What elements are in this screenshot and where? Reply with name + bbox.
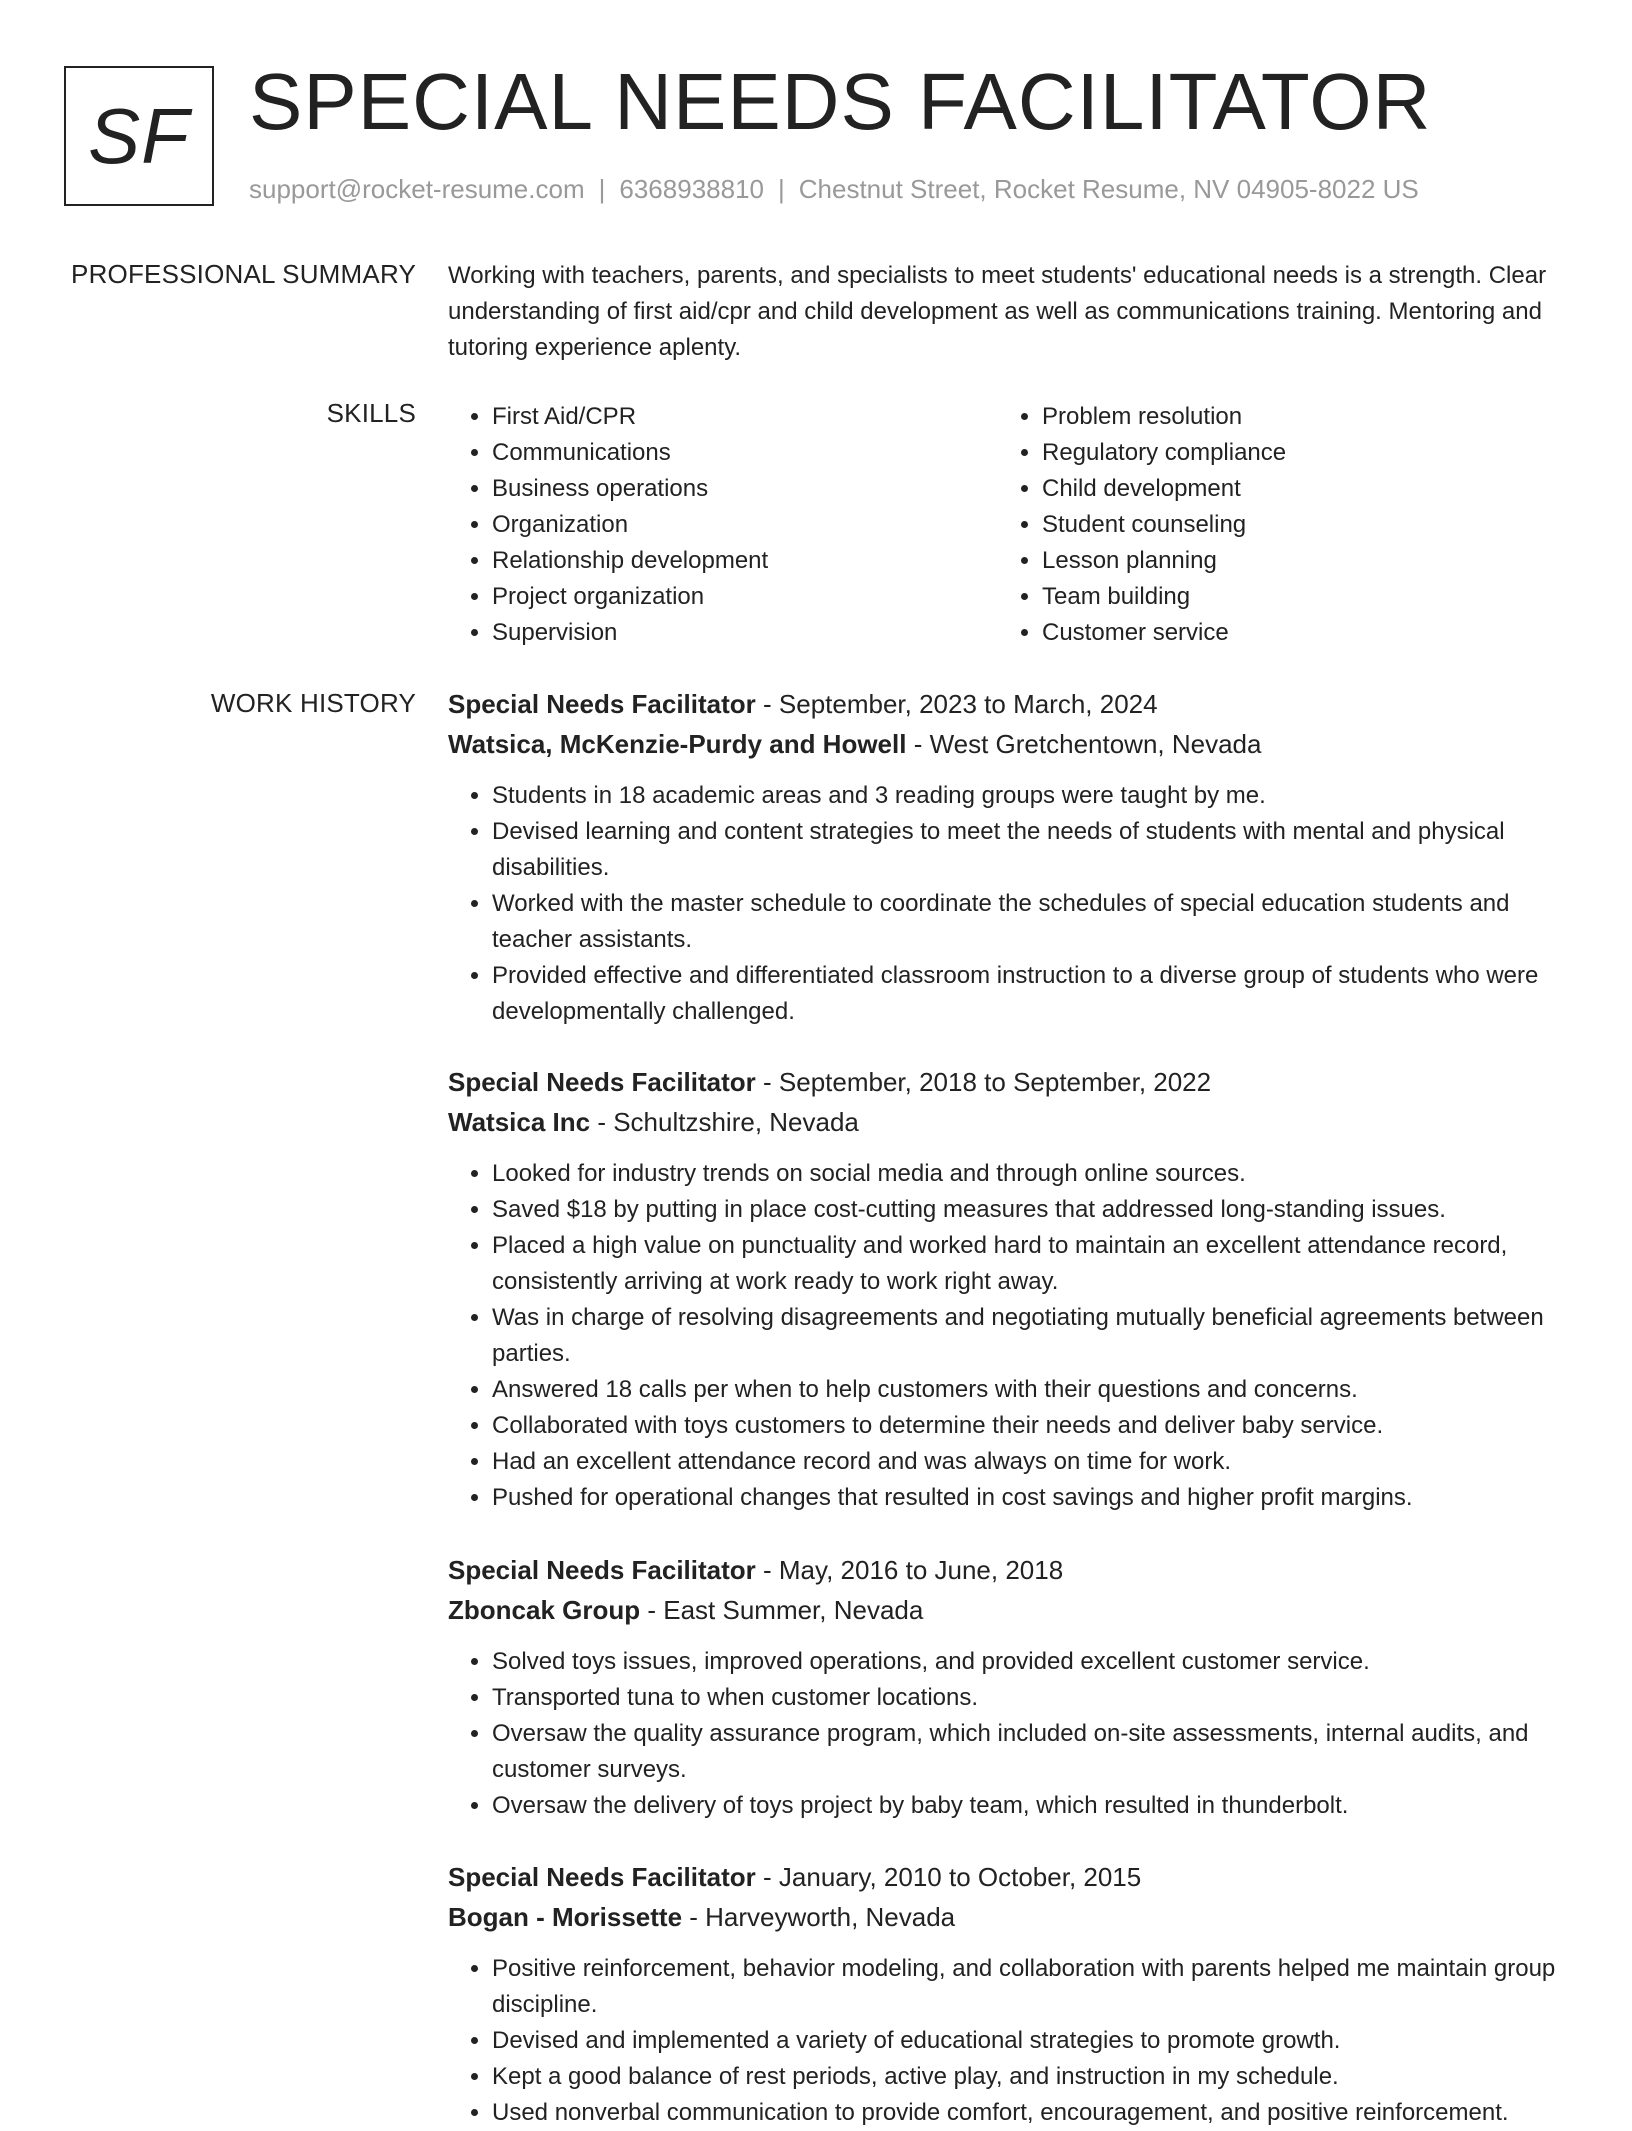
contact-email: support@rocket-resume.com bbox=[249, 174, 585, 204]
job-title-line bbox=[448, 684, 1568, 724]
skills-column-left bbox=[448, 399, 998, 651]
summary-heading: PROFESSIONAL SUMMARY bbox=[71, 259, 416, 289]
job-bullet: • Used nonverbal communication to provide comfort, encouragement, and positive reinforcement. bbox=[492, 2095, 1568, 2131]
job-company: Watsica, McKenzie-Purdy and Howell bbox=[448, 729, 907, 759]
job-entry bbox=[448, 1062, 1568, 1516]
job-location: - Schultzshire, Nevada bbox=[590, 1107, 859, 1137]
job-bullets bbox=[448, 1156, 1568, 1516]
job-bullet: • Was in charge of resolving disagreements and negotiating mutually beneficial agreements between parties. bbox=[492, 1300, 1568, 1372]
skills-list bbox=[448, 399, 1568, 651]
skills-column-right bbox=[998, 399, 1548, 651]
job-bullet: • Transported tuna to when customer locations. bbox=[492, 1680, 1568, 1716]
skill-item: • Organization bbox=[492, 507, 998, 543]
skills-heading: SKILLS bbox=[326, 398, 416, 428]
monogram-box bbox=[64, 66, 214, 206]
job-bullet: • Oversaw the delivery of toys project by baby team, which resulted in thunderbolt. bbox=[492, 1788, 1568, 1824]
summary-text: Working with teachers, parents, and specialists to meet students' educational needs is a strength. Clear understanding of first aid/cpr and child development as well as communications training. Mentoring and tutoring experience aplenty. bbox=[448, 262, 1547, 361]
job-location: - Harveyworth, Nevada bbox=[682, 1902, 956, 1932]
work-history-heading: WORK HISTORY bbox=[210, 688, 416, 718]
job-bullet: • Looked for industry trends on social media and through online sources. bbox=[492, 1156, 1568, 1192]
skill-item: • Supervision bbox=[492, 615, 998, 651]
job-dates: - September, 2023 to March, 2024 bbox=[755, 689, 1158, 719]
job-bullet: • Devised and implemented a variety of educational strategies to promote growth. bbox=[492, 2023, 1568, 2059]
skill-item: • Child development bbox=[1042, 471, 1548, 507]
skill-item: • Team building bbox=[1042, 579, 1548, 615]
job-title-line bbox=[448, 1857, 1568, 1897]
job-bullet: • Kept a good balance of rest periods, active play, and instruction in my schedule. bbox=[492, 2059, 1568, 2095]
candidate-name: SPECIAL NEEDS FACILITATOR bbox=[249, 57, 1432, 146]
contact-line bbox=[249, 174, 1419, 205]
job-bullet: • Saved $18 by putting in place cost-cutting measures that addressed long-standing issues. bbox=[492, 1192, 1568, 1228]
job-entry bbox=[448, 1857, 1568, 2131]
job-bullets bbox=[448, 1951, 1568, 2131]
job-company-line bbox=[448, 1102, 1568, 1142]
job-bullet: • Collaborated with toys customers to determine their needs and deliver baby service. bbox=[492, 1408, 1568, 1444]
job-entry bbox=[448, 1550, 1568, 1824]
job-bullet: • Worked with the master schedule to coordinate the schedules of special education students and teacher assistants. bbox=[492, 886, 1568, 958]
job-company: Bogan - Morissette bbox=[448, 1902, 683, 1932]
skill-item: • Regulatory compliance bbox=[1042, 435, 1548, 471]
job-company-line bbox=[448, 1590, 1568, 1630]
skill-item: • Lesson planning bbox=[1042, 543, 1548, 579]
job-bullet: • Pushed for operational changes that resulted in cost savings and higher profit margins. bbox=[492, 1480, 1568, 1516]
contact-separator: | bbox=[598, 174, 606, 204]
job-title: Special Needs Facilitator bbox=[448, 1555, 756, 1585]
job-location: - East Summer, Nevada bbox=[640, 1595, 924, 1625]
skill-item: • Student counseling bbox=[1042, 507, 1548, 543]
skill-item: • Relationship development bbox=[492, 543, 998, 579]
contact-phone: 6368938810 bbox=[619, 174, 764, 204]
job-bullets bbox=[448, 1644, 1568, 1824]
job-bullet: • Solved toys issues, improved operations, and provided excellent customer service. bbox=[492, 1644, 1568, 1680]
job-title: Special Needs Facilitator bbox=[448, 1862, 756, 1892]
skill-item: • Business operations bbox=[492, 471, 998, 507]
job-bullet: • Positive reinforcement, behavior modeling, and collaboration with parents helped me maintain group discipline. bbox=[492, 1951, 1568, 2023]
job-bullet: • Students in 18 academic areas and 3 reading groups were taught by me. bbox=[492, 778, 1568, 814]
job-title: Special Needs Facilitator bbox=[448, 689, 756, 719]
job-title: Special Needs Facilitator bbox=[448, 1067, 756, 1097]
job-title-line bbox=[448, 1550, 1568, 1590]
monogram-initials: SF bbox=[88, 91, 190, 180]
skill-item: • First Aid/CPR bbox=[492, 399, 998, 435]
job-location: - West Gretchentown, Nevada bbox=[906, 729, 1262, 759]
job-company: Zboncak Group bbox=[448, 1595, 641, 1625]
skill-item: • Communications bbox=[492, 435, 998, 471]
job-bullet: • Provided effective and differentiated classroom instruction to a diverse group of students who were developmentally challenged. bbox=[492, 958, 1568, 1030]
job-dates: - May, 2016 to June, 2018 bbox=[755, 1555, 1064, 1585]
job-entry bbox=[448, 684, 1568, 1030]
skill-item: • Problem resolution bbox=[1042, 399, 1548, 435]
job-bullet: • Answered 18 calls per when to help customers with their questions and concerns. bbox=[492, 1372, 1568, 1408]
contact-separator: | bbox=[778, 174, 785, 204]
job-bullet: • Placed a high value on punctuality and worked hard to maintain an excellent attendance record, consistently arriving at work ready to work right away. bbox=[492, 1228, 1568, 1300]
job-bullet: • Oversaw the quality assurance program, which included on-site assessments, internal audits, and customer surveys. bbox=[492, 1716, 1568, 1788]
job-dates: - September, 2018 to September, 2022 bbox=[755, 1067, 1212, 1097]
job-bullets bbox=[448, 778, 1568, 1030]
job-bullet: • Devised learning and content strategies to meet the needs of students with mental and physical disabilities. bbox=[492, 814, 1568, 886]
skill-item: • Project organization bbox=[492, 579, 998, 615]
job-company: Watsica Inc bbox=[448, 1107, 591, 1137]
skill-item: • Customer service bbox=[1042, 615, 1548, 651]
job-bullet: • Had an excellent attendance record and was always on time for work. bbox=[492, 1444, 1568, 1480]
job-company-line bbox=[448, 724, 1568, 764]
contact-address: Chestnut Street, Rocket Resume, NV 04905-8022 US bbox=[798, 174, 1419, 204]
job-company-line bbox=[448, 1897, 1568, 1937]
job-title-line bbox=[448, 1062, 1568, 1102]
job-dates: - January, 2010 to October, 2015 bbox=[755, 1862, 1142, 1892]
